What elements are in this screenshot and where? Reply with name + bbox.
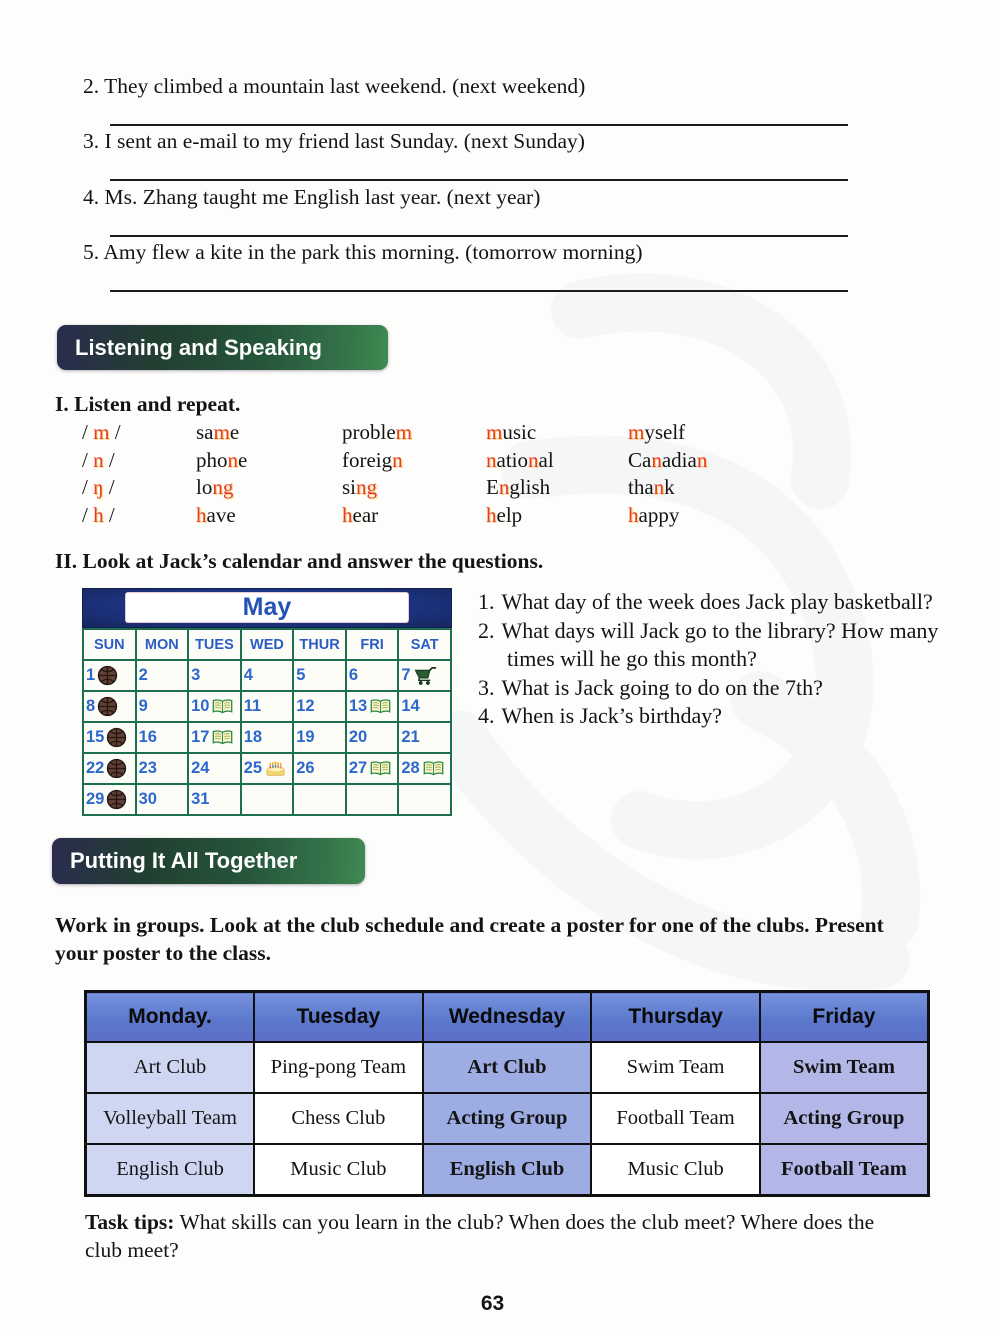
- calendar-day-number: 8: [86, 697, 96, 715]
- calendar-day-cell: [293, 722, 346, 753]
- calendar-day-cell: [188, 660, 241, 691]
- schedule-header-cell: Tuesday: [254, 992, 423, 1043]
- plain-letters: e: [238, 447, 248, 472]
- calendar-month-title-box: [126, 593, 408, 622]
- plain-letters: elp: [496, 502, 523, 527]
- schedule-row: [86, 1093, 929, 1144]
- calendar-day-number: 23: [138, 759, 157, 777]
- calendar-day-content: [189, 666, 240, 685]
- calendar-day-content: [137, 728, 188, 747]
- calendar-day-cell: [83, 722, 136, 753]
- calendar-day-number: 6: [348, 666, 358, 684]
- task-tips: [85, 1208, 915, 1264]
- plain-letters: appy: [638, 502, 680, 527]
- calendar-day-number: 15: [86, 728, 105, 746]
- calendar-day-cell: [241, 722, 294, 753]
- calendar-day-number: 5: [296, 666, 306, 684]
- schedule-row: [86, 1042, 929, 1093]
- plain-letters: e: [229, 420, 240, 444]
- calendar-day-cell: [293, 753, 346, 784]
- calendar-day-content: [189, 728, 240, 747]
- question-number: 2.: [478, 617, 495, 643]
- schedule-cell: Swim Team: [591, 1042, 760, 1093]
- calendar-week-row: [83, 784, 451, 815]
- plain-letters: ave: [206, 502, 236, 527]
- schedule-cell: English Club: [86, 1144, 255, 1196]
- schedule-cell: Acting Group: [760, 1093, 929, 1144]
- calendar-day-number: 16: [138, 728, 157, 746]
- plain-letters: /: [103, 447, 115, 472]
- putting-it-all-together-banner: [52, 838, 365, 884]
- question-text: When is Jack’s birthday?: [501, 703, 723, 728]
- calendar-question-list: [478, 588, 950, 731]
- answer-blank-line: [110, 179, 848, 181]
- shopping-cart-icon: [413, 666, 438, 686]
- exercise-item: [83, 74, 849, 129]
- calendar-day-number: 1: [86, 666, 96, 684]
- calendar-day-content: [189, 759, 240, 778]
- calendar-day-cell: [241, 753, 294, 784]
- basketball-icon: [97, 665, 118, 686]
- calendar-day-content: [242, 728, 293, 747]
- plain-letters: atio: [496, 447, 528, 472]
- schedule-cell: Music Club: [591, 1144, 760, 1196]
- calendar-day-content: [294, 728, 345, 747]
- open-book-icon: [422, 760, 445, 777]
- calendar-day-header: SAT: [398, 629, 451, 660]
- calendar-day-header: THUR: [293, 629, 346, 660]
- calendar-day-content: [84, 789, 135, 810]
- calendar-day-cell: [188, 691, 241, 722]
- open-book-icon: [211, 729, 234, 746]
- highlighted-letter: n: [93, 447, 104, 472]
- calendar-week-row: [83, 753, 451, 784]
- calendar-day-content: [84, 758, 135, 779]
- calendar-day-cell: [398, 722, 451, 753]
- task-tips-text: What skills can you learn in the club? When does the club meet? Where does the club meet?: [85, 1210, 875, 1262]
- calendar-day-cell: [398, 753, 451, 784]
- schedule-cell: Art Club: [86, 1042, 255, 1093]
- highlighted-letter: n: [651, 447, 662, 472]
- plain-letters: k: [664, 475, 675, 500]
- calendar-day-cell: [136, 691, 189, 722]
- calendar-day-header: TUES: [188, 629, 241, 660]
- calendar-day-content: [347, 759, 398, 778]
- highlighted-letter: n: [227, 447, 238, 472]
- calendar-day-content: [242, 666, 293, 685]
- highlighted-letter: m: [395, 420, 412, 444]
- plain-letters: lo: [196, 475, 213, 500]
- phoneme-example-word: [486, 447, 628, 475]
- phoneme-symbol: [82, 419, 196, 447]
- calendar-day-cell: [188, 753, 241, 784]
- calendar-day-cell: [83, 753, 136, 784]
- calendar-day-cell: [241, 660, 294, 691]
- may-calendar: [82, 588, 452, 816]
- phoneme-example-word: [486, 419, 628, 447]
- task-tips-label: Task tips:: [85, 1210, 175, 1234]
- phoneme-example-word: [196, 447, 342, 475]
- plain-letters: /: [82, 420, 94, 444]
- calendar-day-content: [137, 666, 188, 685]
- phoneme-row: [82, 447, 758, 475]
- calendar-day-cell: [346, 660, 399, 691]
- plain-letters: yself: [644, 420, 686, 444]
- answer-blank-line: [110, 235, 848, 237]
- calendar-week-row: [83, 722, 451, 753]
- calendar-day-content: [137, 697, 188, 716]
- calendar-week-row: [83, 691, 451, 722]
- schedule-header-cell: Wednesday: [423, 992, 592, 1043]
- phoneme-example-word: [628, 447, 758, 475]
- question-number: 3.: [478, 674, 495, 700]
- calendar-day-number: 21: [401, 728, 420, 746]
- plain-letters: /: [82, 502, 94, 527]
- phoneme-example-word: [196, 502, 342, 530]
- rewrite-exercise-list: [83, 74, 849, 296]
- schedule-cell: Volleyball Team: [86, 1093, 255, 1144]
- highlighted-letter: n: [486, 447, 497, 472]
- calendar-month-banner: [82, 588, 452, 628]
- schedule-cell: Art Club: [423, 1042, 592, 1093]
- listening-speaking-banner: [57, 325, 388, 370]
- plain-letters: /: [103, 475, 115, 500]
- highlighted-letter: h: [486, 502, 497, 527]
- highlighted-letter: n: [498, 475, 510, 500]
- phoneme-example-word: [628, 502, 758, 530]
- highlighted-letter: h: [342, 502, 353, 527]
- banner-label: Listening and Speaking: [75, 334, 322, 360]
- calendar-day-cell: [83, 691, 136, 722]
- highlighted-letter: n: [653, 475, 665, 500]
- calendar-question: [478, 617, 950, 674]
- calendar-day-number: 14: [401, 697, 420, 715]
- phoneme-word-table: [82, 419, 758, 529]
- exercise-item: [83, 240, 849, 295]
- calendar-day-cell: [136, 753, 189, 784]
- calendar-grid: [82, 628, 452, 816]
- phoneme-example-word: [196, 474, 342, 502]
- plain-letters: /: [109, 420, 121, 444]
- exercise-sentence: 5. Amy flew a kite in the park this morning. (tomorrow morning): [83, 240, 643, 265]
- schedule-cell: Football Team: [760, 1144, 929, 1196]
- calendar-week-row: [83, 660, 451, 691]
- plain-letters: al: [538, 447, 554, 472]
- calendar-day-cell: [346, 753, 399, 784]
- calendar-day-content: [137, 759, 188, 778]
- calendar-day-number: 17: [191, 728, 210, 746]
- plain-letters: tha: [628, 475, 654, 500]
- calendar-day-number: 13: [348, 697, 368, 715]
- schedule-cell: Chess Club: [254, 1093, 423, 1144]
- calendar-exercise-heading: II. Look at Jack’s calendar and answer the questions.: [55, 549, 544, 573]
- listen-repeat-heading: I. Listen and repeat.: [55, 392, 241, 416]
- calendar-day-cell: [83, 660, 136, 691]
- calendar-day-cell: [188, 722, 241, 753]
- calendar-day-content: [347, 697, 398, 716]
- phoneme-symbol: [82, 447, 196, 475]
- phoneme-example-word: [628, 474, 758, 502]
- plain-letters: /: [103, 502, 115, 527]
- calendar-day-content: [399, 759, 450, 778]
- birthday-cake-icon: [264, 758, 287, 779]
- page-number: 63: [480, 1292, 505, 1315]
- question-number: 4.: [478, 703, 495, 728]
- question-text: What day of the week does Jack play basketball?: [501, 589, 933, 614]
- calendar-day-cell: [241, 691, 294, 722]
- calendar-day-content: [84, 665, 135, 686]
- calendar-day-cell: [398, 784, 451, 815]
- calendar-day-content: [294, 666, 345, 685]
- calendar-day-number: 4: [243, 666, 253, 684]
- club-schedule-table: [84, 990, 930, 1197]
- calendar-day-number: 25: [243, 759, 263, 777]
- plain-letters: adia: [661, 447, 697, 472]
- plain-letters: Ca: [628, 447, 652, 472]
- calendar-day-cell: [136, 722, 189, 753]
- calendar-day-content: [84, 696, 135, 717]
- phoneme-row: [82, 419, 758, 447]
- calendar-day-content: [399, 728, 450, 747]
- phoneme-example-word: [486, 502, 628, 530]
- plain-letters: foreig: [342, 447, 393, 472]
- calendar-day-content: [189, 790, 240, 809]
- exercise-sentence: 4. Ms. Zhang taught me English last year. (next year): [83, 184, 541, 209]
- calendar-day-content: [242, 758, 293, 779]
- calendar-day-header: FRI: [346, 629, 399, 660]
- calendar-day-number: 22: [86, 759, 105, 777]
- calendar-day-content: [399, 697, 450, 716]
- calendar-day-content: [347, 728, 398, 747]
- calendar-question: [478, 674, 950, 703]
- calendar-day-cell: [83, 784, 136, 815]
- schedule-cell: Ping-pong Team: [254, 1042, 423, 1093]
- calendar-day-number: 2: [138, 666, 148, 684]
- highlighted-letter: n: [392, 447, 403, 472]
- calendar-day-number: 19: [296, 728, 315, 746]
- calendar-question: [478, 702, 950, 731]
- open-book-icon: [369, 698, 392, 715]
- calendar-day-cell: [136, 784, 189, 815]
- plain-letters: si: [342, 475, 357, 500]
- question-text: What is Jack going to do on the 7th?: [501, 674, 823, 700]
- schedule-header-cell: Monday.: [86, 992, 255, 1043]
- answer-blank-line: [110, 124, 848, 126]
- calendar-month-label: May: [242, 593, 292, 621]
- group-work-instructions: Work in groups. Look at the club schedule and create a poster for one of the clubs. Present your poster to the class.: [55, 913, 884, 965]
- phoneme-example-word: [342, 502, 486, 530]
- calendar-day-number: 28: [401, 759, 420, 777]
- calendar-day-cell: [188, 784, 241, 815]
- calendar-day-number: 3: [191, 666, 201, 684]
- calendar-day-content: [347, 666, 398, 685]
- calendar-day-content: [294, 759, 345, 778]
- plain-letters: usic: [502, 420, 537, 444]
- basketball-icon: [106, 758, 127, 779]
- calendar-day-cell: [346, 691, 399, 722]
- schedule-cell: Swim Team: [760, 1042, 929, 1093]
- calendar-day-header: WED: [241, 629, 294, 660]
- calendar-day-header: SUN: [83, 629, 136, 660]
- calendar-day-number: 18: [243, 728, 263, 746]
- schedule-cell: Music Club: [254, 1144, 423, 1196]
- schedule-cell: English Club: [423, 1144, 592, 1196]
- question-text: What days will Jack go to the library? How many times will he go this month?: [501, 617, 939, 671]
- calendar-day-cell: [136, 660, 189, 691]
- open-book-icon: [211, 698, 234, 715]
- phoneme-symbol: [82, 474, 196, 502]
- highlighted-letter: m: [93, 420, 110, 444]
- calendar-day-cell: [241, 784, 294, 815]
- calendar-day-number: 31: [191, 790, 210, 808]
- highlighted-letter: h: [628, 502, 639, 527]
- schedule-cell: Acting Group: [423, 1093, 592, 1144]
- calendar-question: [478, 588, 950, 617]
- plain-letters: E: [486, 475, 499, 500]
- highlighted-letter: ng: [212, 475, 234, 500]
- phoneme-example-word: [342, 419, 486, 447]
- highlighted-letter: m: [213, 420, 230, 444]
- phoneme-example-word: [486, 474, 628, 502]
- calendar-day-number: 29: [86, 790, 105, 808]
- calendar-day-cell: [398, 691, 451, 722]
- calendar-day-content: [399, 666, 450, 686]
- calendar-day-content: [137, 790, 188, 809]
- phoneme-example-word: [342, 447, 486, 475]
- calendar-day-number: 9: [138, 697, 148, 715]
- schedule-header-cell: Friday: [760, 992, 929, 1043]
- exercise-item: [83, 185, 849, 240]
- calendar-day-content: [84, 727, 135, 748]
- calendar-day-number: 10: [191, 697, 210, 715]
- open-book-icon: [369, 760, 392, 777]
- highlighted-letter: n: [528, 447, 539, 472]
- calendar-day-content: [189, 697, 240, 716]
- calendar-day-cell: [346, 784, 399, 815]
- calendar-day-number: 26: [296, 759, 315, 777]
- calendar-day-number: 7: [401, 666, 411, 684]
- schedule-header-cell: Thursday: [591, 992, 760, 1043]
- calendar-day-number: 30: [138, 790, 157, 808]
- question-number: 1.: [478, 589, 495, 614]
- calendar-day-number: 11: [243, 697, 262, 715]
- highlighted-letter: h: [93, 502, 104, 527]
- calendar-day-number: 12: [296, 697, 315, 715]
- phoneme-example-word: [628, 419, 758, 447]
- calendar-day-number: 20: [348, 728, 368, 746]
- basketball-icon: [97, 696, 118, 717]
- highlighted-letter: ŋ: [93, 475, 104, 500]
- calendar-day-content: [242, 697, 293, 716]
- calendar-day-number: 24: [191, 759, 210, 777]
- banner-label: Putting It All Together: [70, 848, 298, 873]
- phoneme-example-word: [342, 474, 486, 502]
- highlighted-letter: m: [628, 420, 645, 444]
- plain-letters: /: [82, 475, 94, 500]
- calendar-day-content: [294, 697, 345, 716]
- basketball-icon: [106, 789, 127, 810]
- phoneme-row: [82, 474, 758, 502]
- phoneme-row: [82, 502, 758, 530]
- schedule-cell: Football Team: [591, 1093, 760, 1144]
- calendar-day-cell: [346, 722, 399, 753]
- exercise-item: [83, 129, 849, 184]
- highlighted-letter: n: [696, 447, 708, 472]
- plain-letters: /: [82, 447, 94, 472]
- answer-blank-line: [110, 290, 848, 292]
- calendar-day-cell: [398, 660, 451, 691]
- plain-letters: pho: [196, 447, 228, 472]
- plain-letters: ear: [352, 502, 379, 527]
- plain-letters: proble: [342, 420, 396, 444]
- highlighted-letter: m: [486, 420, 503, 444]
- calendar-day-number: 27: [348, 759, 368, 777]
- calendar-day-cell: [293, 691, 346, 722]
- schedule-row: [86, 1144, 929, 1196]
- highlighted-letter: ng: [356, 475, 378, 500]
- exercise-sentence: 2. They climbed a mountain last weekend. (next weekend): [83, 74, 586, 98]
- calendar-day-cell: [293, 660, 346, 691]
- basketball-icon: [106, 727, 127, 748]
- exercise-sentence: 3. I sent an e-mail to my friend last Sunday. (next Sunday): [83, 129, 585, 154]
- phoneme-example-word: [196, 419, 342, 447]
- highlighted-letter: h: [196, 502, 207, 527]
- plain-letters: glish: [509, 475, 551, 500]
- calendar-day-cell: [293, 784, 346, 815]
- phoneme-symbol: [82, 502, 196, 530]
- plain-letters: sa: [196, 420, 214, 444]
- calendar-day-header: MON: [136, 629, 189, 660]
